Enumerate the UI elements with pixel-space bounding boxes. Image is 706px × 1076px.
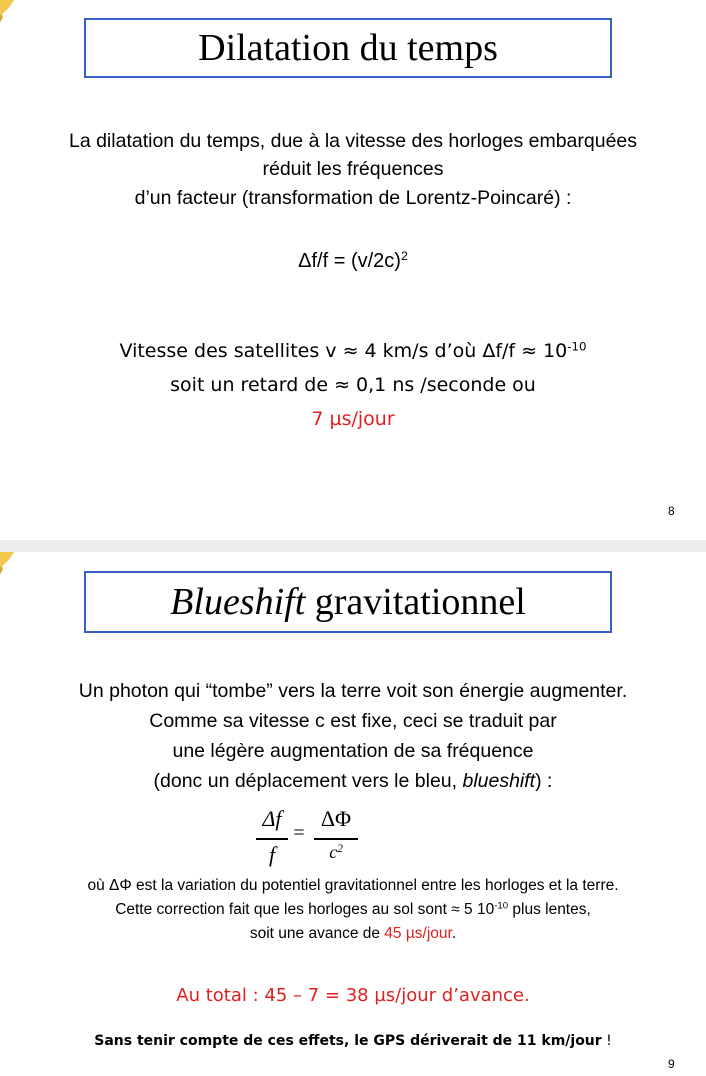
lorentz-formula bbox=[0, 250, 706, 273]
explanation-line-3 bbox=[0, 925, 706, 943]
title-text bbox=[170, 580, 526, 624]
intro-line-1: La dilatation du temps, due à la vitesse des horloges embarquées bbox=[68, 130, 638, 152]
explanation-line-1: où ΔΦ est la variation du potentiel gravitationnel entre les horloges et la terre. bbox=[87, 877, 619, 894]
page-number: 8 bbox=[668, 504, 675, 518]
photon-line-3: une légère augmentation de sa fréquence bbox=[172, 740, 534, 762]
speed-line bbox=[0, 340, 706, 362]
blueshift-italic: blueshift bbox=[462, 770, 536, 792]
frac-equals: = bbox=[293, 822, 305, 844]
explanation-2-end: plus lentes, bbox=[508, 901, 591, 918]
blueshift-formula bbox=[256, 802, 366, 872]
speed-text: Vitesse des satellites v ≈ 4 km/s d’où Δf/f ≈ 10 bbox=[119, 340, 568, 362]
formula-exponent: 2 bbox=[400, 249, 408, 264]
intro-line-2: réduit les fréquences bbox=[262, 158, 444, 180]
title-rest: gravitationnel bbox=[305, 581, 526, 623]
slide-9 bbox=[0, 552, 706, 1076]
per-day-value: 7 µs/jour bbox=[311, 408, 395, 430]
conclusion-bold: Sans tenir compte de ces effets, le GPS dériverait de 11 km/jour bbox=[94, 1033, 602, 1049]
slide-title bbox=[84, 571, 612, 633]
frac-left-bar bbox=[256, 838, 288, 840]
delay-line: soit un retard de ≈ 0,1 ns /seconde ou bbox=[170, 374, 536, 396]
slide-title bbox=[84, 18, 612, 78]
explanation-3-end: . bbox=[451, 925, 457, 942]
frac-right-bar bbox=[314, 838, 358, 840]
explanation-line-2 bbox=[0, 901, 706, 919]
total-line: Au total : 45 – 7 = 38 µs/jour d’avance. bbox=[176, 985, 530, 1006]
conclusion-end: ! bbox=[601, 1033, 612, 1049]
explanation-2-exponent: -10 bbox=[494, 900, 509, 912]
explanation-3-start: soit une avance de bbox=[249, 925, 385, 942]
title-italic: Blueshift bbox=[170, 581, 306, 623]
intro-line-3: d’un facteur (transformation de Lorentz-Poincaré) : bbox=[134, 187, 572, 209]
frac-left-denominator: f bbox=[268, 842, 276, 867]
title-text: Dilatation du temps bbox=[198, 27, 498, 69]
conclusion-line bbox=[0, 1033, 706, 1049]
page-number: 9 bbox=[668, 1057, 675, 1071]
photon-line-2: Comme sa vitesse c est fixe, ceci se traduit par bbox=[149, 710, 557, 732]
frac-right-denominator bbox=[314, 842, 358, 863]
frac-right-den-exponent: 2 bbox=[337, 842, 343, 855]
explanation-2-start: Cette correction fait que les horloges au sol sont ≈ 5 10 bbox=[115, 901, 495, 918]
frac-right-numerator: ΔΦ bbox=[320, 806, 352, 831]
sticky-note-icon[interactable] bbox=[0, 552, 18, 574]
photon-line-4 bbox=[0, 770, 706, 793]
sticky-note-icon[interactable] bbox=[0, 0, 18, 22]
speed-exponent: -10 bbox=[567, 339, 587, 354]
photon-line-4-end: ) : bbox=[535, 770, 553, 792]
formula-main: Δf/f = (v/2c) bbox=[298, 250, 401, 272]
frac-left-numerator: Δf bbox=[262, 806, 282, 831]
photon-line-1: Un photon qui “tombe” vers la terre voit son énergie augmenter. bbox=[78, 680, 628, 702]
frac-right-den-base: c bbox=[329, 842, 338, 862]
advance-value: 45 µs/jour bbox=[384, 925, 452, 942]
photon-line-4-start: (donc un déplacement vers le bleu, bbox=[153, 770, 463, 792]
